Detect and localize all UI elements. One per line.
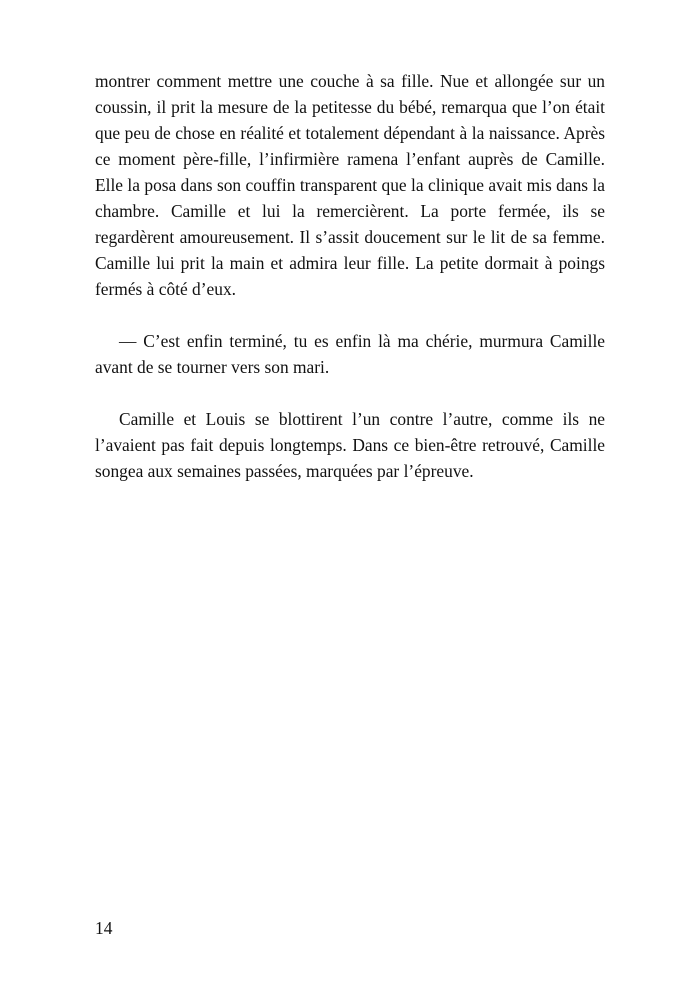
paragraph-dialogue: — C’est enfin terminé, tu es enfin là ma chérie, murmura Camille avant de se tourner vers son mari.	[95, 331, 605, 377]
page-number: 14	[95, 918, 113, 938]
paragraph-closing: Camille et Louis se blottirent l’un contre l’autre, comme ils ne l’avaient pas fait depuis longtemps. Dans ce bien-être retrouvé, Camille songea aux semaines passées, marquées par l’épreuve.	[95, 409, 605, 481]
paragraph-continuation: montrer comment mettre une couche à sa fille. Nue et allongée sur un coussin, il prit la mesure de la petitesse du bébé, remarqua que l’on était que peu de chose en réalité et totalement dépendant à la naissance. Après ce moment père-fille, l’infirmière ramena l’enfant auprès de Camille. Elle la posa dans son couffin transparent que la clinique avait mis dans la chambre. Camille et lui la remercièrent. La porte fermée, ils se regardèrent amoureusement. Il s’assit doucement sur le lit de sa femme. Camille lui prit la main et admira leur fille. La petite dormait à poings fermés à côté d’eux.	[95, 71, 605, 299]
body-text	[95, 68, 605, 484]
